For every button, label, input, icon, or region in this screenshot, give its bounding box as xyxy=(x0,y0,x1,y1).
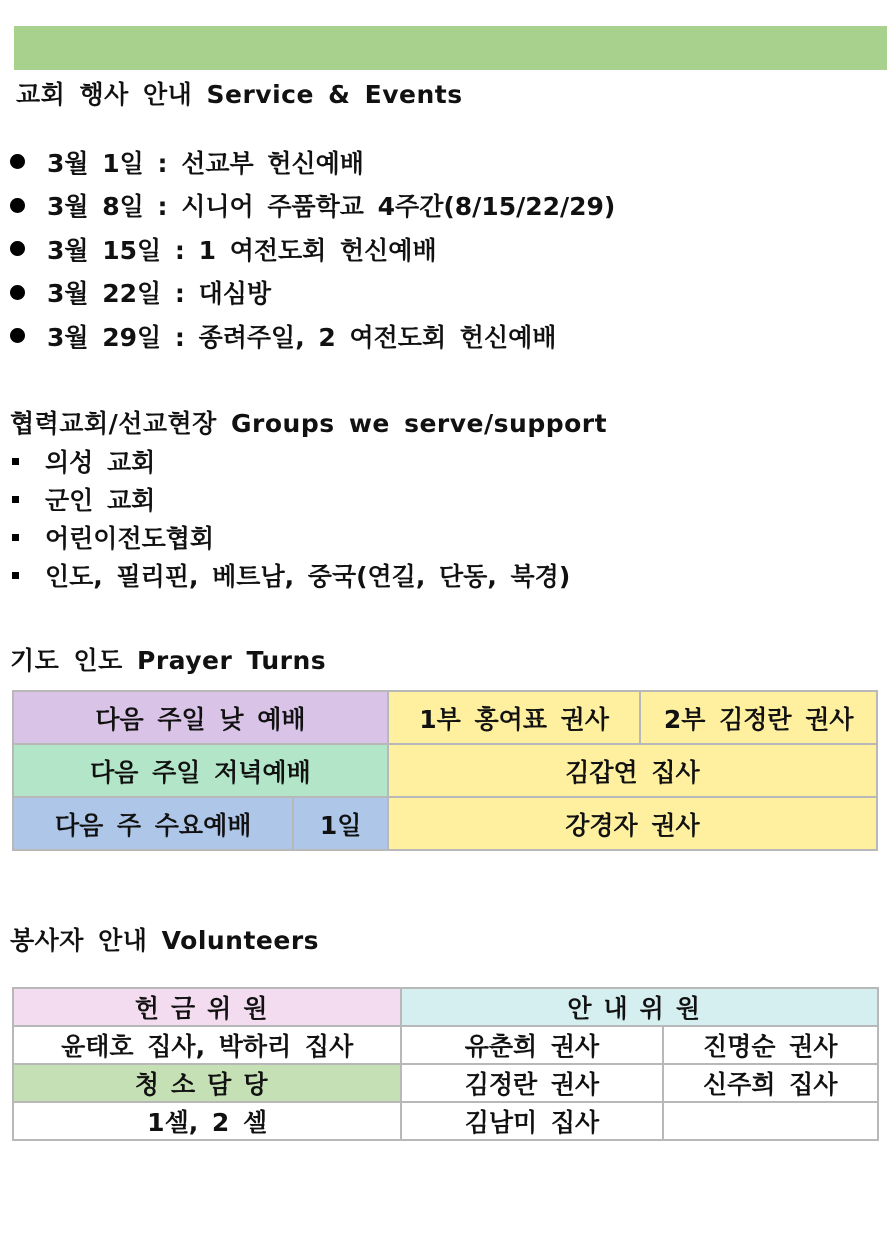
prayer-wednesday-label: 다음 주 수요예배 xyxy=(13,797,293,850)
cleaning-names: 1셀, 2 셀 xyxy=(13,1102,401,1140)
group-text: 어린이전도협회 xyxy=(45,524,215,553)
prayer-wednesday-day: 1일 xyxy=(293,797,388,850)
group-text: 의성 교회 xyxy=(45,448,156,477)
header-bar xyxy=(14,26,887,70)
volunteers-heading: 봉사자 안내 Volunteers xyxy=(10,926,320,955)
groups-list xyxy=(10,442,570,594)
table-row xyxy=(13,797,877,850)
bullet-dot-icon xyxy=(10,198,25,213)
bullet-square-icon xyxy=(12,496,19,503)
list-item xyxy=(10,480,570,518)
bullet-square-icon xyxy=(12,458,19,465)
table-row xyxy=(13,691,877,744)
prayer-table xyxy=(12,690,878,851)
offering-names: 윤태호 집사, 박하리 집사 xyxy=(13,1026,401,1064)
prayer-sunday-evening-label: 다음 주일 저녁예배 xyxy=(13,744,388,797)
usher-name-empty xyxy=(663,1102,878,1140)
list-item xyxy=(10,442,570,480)
prayer-sunday-morning-label: 다음 주일 낮 예배 xyxy=(13,691,388,744)
bullet-dot-icon xyxy=(10,241,25,256)
prayer-sunday-evening-name: 김갑연 집사 xyxy=(388,744,877,797)
list-item xyxy=(10,314,615,358)
bullet-dot-icon xyxy=(10,154,25,169)
usher-name: 진명순 권사 xyxy=(663,1026,878,1064)
bullet-dot-icon xyxy=(10,285,25,300)
list-item xyxy=(10,184,615,228)
event-text: 3월 29일 : 종려주일, 2 여전도회 헌신예배 xyxy=(47,322,557,352)
event-text: 3월 1일 : 선교부 헌신예배 xyxy=(47,148,364,178)
group-text: 군인 교회 xyxy=(45,486,156,515)
list-item xyxy=(10,556,570,594)
cleaning-header: 청소담당 xyxy=(13,1064,401,1102)
usher-name: 김남미 집사 xyxy=(401,1102,662,1140)
bullet-square-icon xyxy=(12,572,19,579)
table-row xyxy=(13,988,878,1026)
table-row xyxy=(13,1026,878,1064)
offering-header: 헌금위원 xyxy=(13,988,401,1026)
table-row xyxy=(13,1064,878,1102)
events-heading: 교회 행사 안내 Service & Events xyxy=(16,80,463,109)
prayer-second-service: 2부 김정란 권사 xyxy=(640,691,877,744)
usher-name: 유춘희 권사 xyxy=(401,1026,662,1064)
table-row xyxy=(13,744,877,797)
volunteers-table xyxy=(12,987,879,1141)
usher-name: 신주희 집사 xyxy=(663,1064,878,1102)
list-item xyxy=(10,140,615,184)
events-list xyxy=(10,140,615,358)
groups-heading: 협력교회/선교현장 Groups we serve/support xyxy=(10,409,608,438)
list-item xyxy=(10,271,615,315)
usher-header: 안내위원 xyxy=(401,988,878,1026)
event-text: 3월 15일 : 1 여전도회 헌신예배 xyxy=(47,235,437,265)
event-text: 3월 8일 : 시니어 주품학교 4주간(8/15/22/29) xyxy=(47,192,616,222)
prayer-wednesday-name: 강경자 권사 xyxy=(388,797,877,850)
bullet-square-icon xyxy=(12,534,19,541)
bullet-dot-icon xyxy=(10,328,25,343)
group-text: 인도, 필리핀, 베트남, 중국(연길, 단동, 북경) xyxy=(45,562,571,591)
usher-name: 김정란 권사 xyxy=(401,1064,662,1102)
list-item xyxy=(10,227,615,271)
event-text: 3월 22일 : 대심방 xyxy=(47,279,272,309)
prayer-heading: 기도 인도 Prayer Turns xyxy=(10,646,327,675)
table-row xyxy=(13,1102,878,1140)
list-item xyxy=(10,518,570,556)
prayer-first-service: 1부 홍여표 권사 xyxy=(388,691,640,744)
